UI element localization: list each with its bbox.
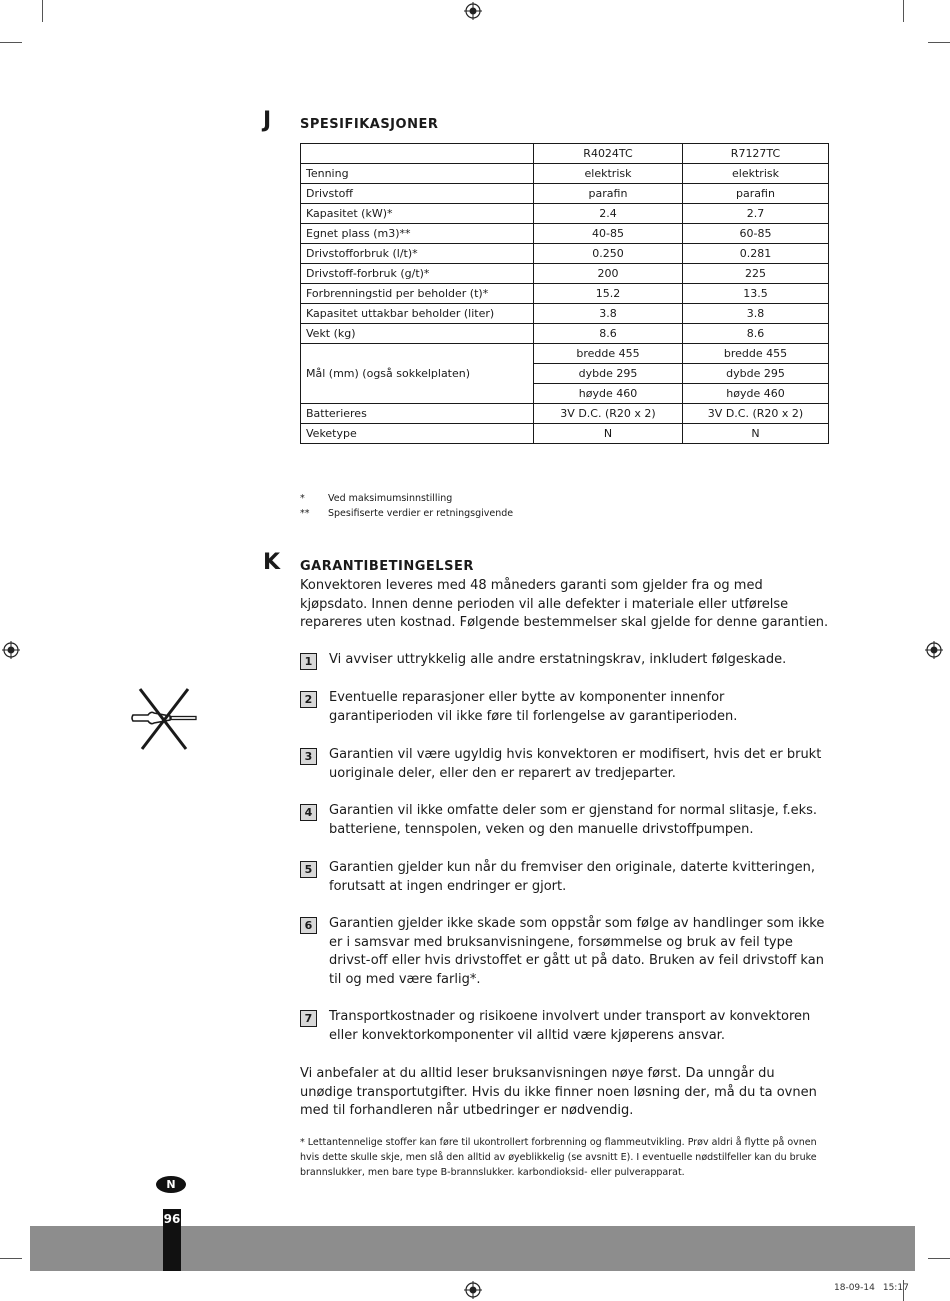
table-row <box>301 304 829 324</box>
term-text: Eventuelle reparasjoner eller bytte av komponenter innenfor garantiperioden vil ikke føre til forlengelse av garantiperioden. <box>329 690 738 724</box>
print-date: 18-09-14 <box>834 1283 875 1293</box>
footnote <box>300 491 513 506</box>
term-text: Transportkostnader og risikoene involvert under transport av konvektoren eller konvektorkomponenter vil alltid være kjøperens ansvar. <box>329 1009 811 1043</box>
row-value: 8.6 <box>683 324 829 344</box>
row-value: N <box>534 424 683 444</box>
print-timestamp <box>834 1283 909 1293</box>
table-row <box>301 224 829 244</box>
warning-footnote: * Lettantennelige stoffer kan føre til ukontrollert forbrenning og flammeutvikling. Prøv aldri å flytte på ovnen hvis dette skulle skje, men slå den alltid av øyeblikkelig (se avsnitt E). I eventuelle nødstilfeller kan du bruke brannslukker, men bare type B-brannslukker. karbondioksid- eller pulverapparat. <box>300 1137 817 1178</box>
list-item <box>300 651 830 670</box>
row-label: Kapasitet uttakbar beholder (liter) <box>301 304 534 324</box>
list-item <box>300 859 830 896</box>
row-label: Veketype <box>301 424 534 444</box>
term-text: Garantien gjelder ikke skade som oppstår som følge av handlinger som ikke er i samsvar med bruksanvisningene, forsømmelse og bruk av feil type drivst-off eller hvis drivstoffet er gått ut på dato. Bruken av feil drivstoff kan til og med være farlig*. <box>329 916 825 987</box>
row-value: 40-85 <box>534 224 683 244</box>
crop-mark <box>0 1258 22 1259</box>
table-row <box>301 204 829 224</box>
section-title-specifications: SPESIFIKASJONER <box>300 117 439 132</box>
term-number: 3 <box>300 748 317 765</box>
row-value: bredde 455 <box>534 344 683 364</box>
row-label: Tenning <box>301 164 534 184</box>
term-number: 2 <box>300 691 317 708</box>
language-badge: N <box>156 1176 186 1193</box>
table-row <box>301 344 829 364</box>
term-number: 6 <box>300 917 317 934</box>
term-number: 1 <box>300 653 317 670</box>
row-label: Mål (mm) (også sokkelplaten) <box>301 344 534 404</box>
table-row <box>301 244 829 264</box>
row-value: elektrisk <box>683 164 829 184</box>
print-time: 15:17 <box>882 1283 909 1293</box>
footnote-text: Spesifiserte verdier er retningsgivende <box>328 508 514 519</box>
term-text: Vi avviser uttrykkelig alle andre erstatningskrav, inkludert følgeskade. <box>329 652 787 667</box>
row-value: 3.8 <box>534 304 683 324</box>
section-title-warranty: GARANTIBETINGELSER <box>300 559 474 574</box>
row-value: høyde 460 <box>683 384 829 404</box>
row-label: Kapasitet (kW)* <box>301 204 534 224</box>
footnote-mark: ** <box>300 508 310 519</box>
row-value: 8.6 <box>534 324 683 344</box>
registration-mark-icon <box>464 1281 482 1299</box>
crop-mark <box>928 1258 950 1259</box>
row-label: Batterieres <box>301 404 534 424</box>
row-value: 60-85 <box>683 224 829 244</box>
crop-mark <box>903 0 904 22</box>
table-row <box>301 424 829 444</box>
table-row <box>301 324 829 344</box>
row-value: 2.4 <box>534 204 683 224</box>
table-header-cell: R4024TC <box>534 144 683 164</box>
row-value: 3V D.C. (R20 x 2) <box>534 404 683 424</box>
table-header-row <box>301 144 829 164</box>
row-label: Drivstoff-forbruk (g/t)* <box>301 264 534 284</box>
row-value: N <box>683 424 829 444</box>
row-value: 2.7 <box>683 204 829 224</box>
section-letter-k: K <box>263 550 281 575</box>
list-item <box>300 802 830 839</box>
list-item <box>300 689 830 726</box>
term-text: Garantien gjelder kun når du fremviser den originale, daterte kvitteringen, forutsatt at ingen endringer er gjort. <box>329 860 815 894</box>
table-header-cell <box>301 144 534 164</box>
table-row <box>301 284 829 304</box>
registration-mark-icon <box>925 641 943 659</box>
footnote-mark: * <box>300 493 305 504</box>
row-value: 200 <box>534 264 683 284</box>
table-row <box>301 404 829 424</box>
no-screwdriver-icon <box>130 687 200 751</box>
row-value: dybde 295 <box>683 364 829 384</box>
row-value: bredde 455 <box>683 344 829 364</box>
row-value: elektrisk <box>534 164 683 184</box>
row-label: Vekt (kg) <box>301 324 534 344</box>
row-value: 3V D.C. (R20 x 2) <box>683 404 829 424</box>
warranty-intro: Konvektoren leveres med 48 måneders garanti som gjelder fra og med kjøpsdato. Innen denne perioden vil alle defekter i materiale eller utførelse repareres uten kostnad. Følgende bestemmelser skal gjelde for denne garantien. <box>300 578 829 630</box>
table-footnotes <box>300 491 513 521</box>
table-row <box>301 184 829 204</box>
warranty-outro: Vi anbefaler at du alltid leser bruksanvisningen nøye først. Da unngår du unødige transportutgifter. Hvis du ikke finner noen løsning der, må du ta ovnen med til forhandleren når utbedringer er nødvendig. <box>300 1066 817 1118</box>
table-header-cell: R7127TC <box>683 144 829 164</box>
table-row <box>301 264 829 284</box>
specifications-table <box>300 143 829 444</box>
section-letter-j: J <box>263 108 272 133</box>
row-value: 15.2 <box>534 284 683 304</box>
row-label: Drivstofforbruk (l/t)* <box>301 244 534 264</box>
row-value: 3.8 <box>683 304 829 324</box>
list-item <box>300 915 830 989</box>
row-label: Egnet plass (m3)** <box>301 224 534 244</box>
list-item <box>300 1008 830 1045</box>
footnote-text: Ved maksimumsinnstilling <box>328 493 453 504</box>
row-value: 13.5 <box>683 284 829 304</box>
registration-mark-icon <box>2 641 20 659</box>
term-number: 7 <box>300 1010 317 1027</box>
page-number: 96 <box>163 1212 181 1226</box>
row-value: parafin <box>683 184 829 204</box>
list-item <box>300 746 830 783</box>
row-value: høyde 460 <box>534 384 683 404</box>
crop-mark <box>42 0 43 22</box>
row-label: Forbrenningstid per beholder (t)* <box>301 284 534 304</box>
registration-mark-icon <box>464 2 482 20</box>
crop-mark <box>928 42 950 43</box>
row-value: 0.281 <box>683 244 829 264</box>
row-label: Drivstoff <box>301 184 534 204</box>
row-value: 225 <box>683 264 829 284</box>
term-number: 4 <box>300 804 317 821</box>
row-value: parafin <box>534 184 683 204</box>
table-row <box>301 164 829 184</box>
term-number: 5 <box>300 861 317 878</box>
row-value: 0.250 <box>534 244 683 264</box>
row-value: dybde 295 <box>534 364 683 384</box>
term-text: Garantien vil være ugyldig hvis konvektoren er modifisert, hvis det er brukt uoriginale deler, eller den er reparert av tredjeparter. <box>329 747 822 781</box>
footnote <box>300 506 513 521</box>
term-text: Garantien vil ikke omfatte deler som er gjenstand for normal slitasje, f.eks. batteriene, tennspolen, veken og den manuelle drivstoffpumpen. <box>329 803 818 837</box>
crop-mark <box>0 42 22 43</box>
